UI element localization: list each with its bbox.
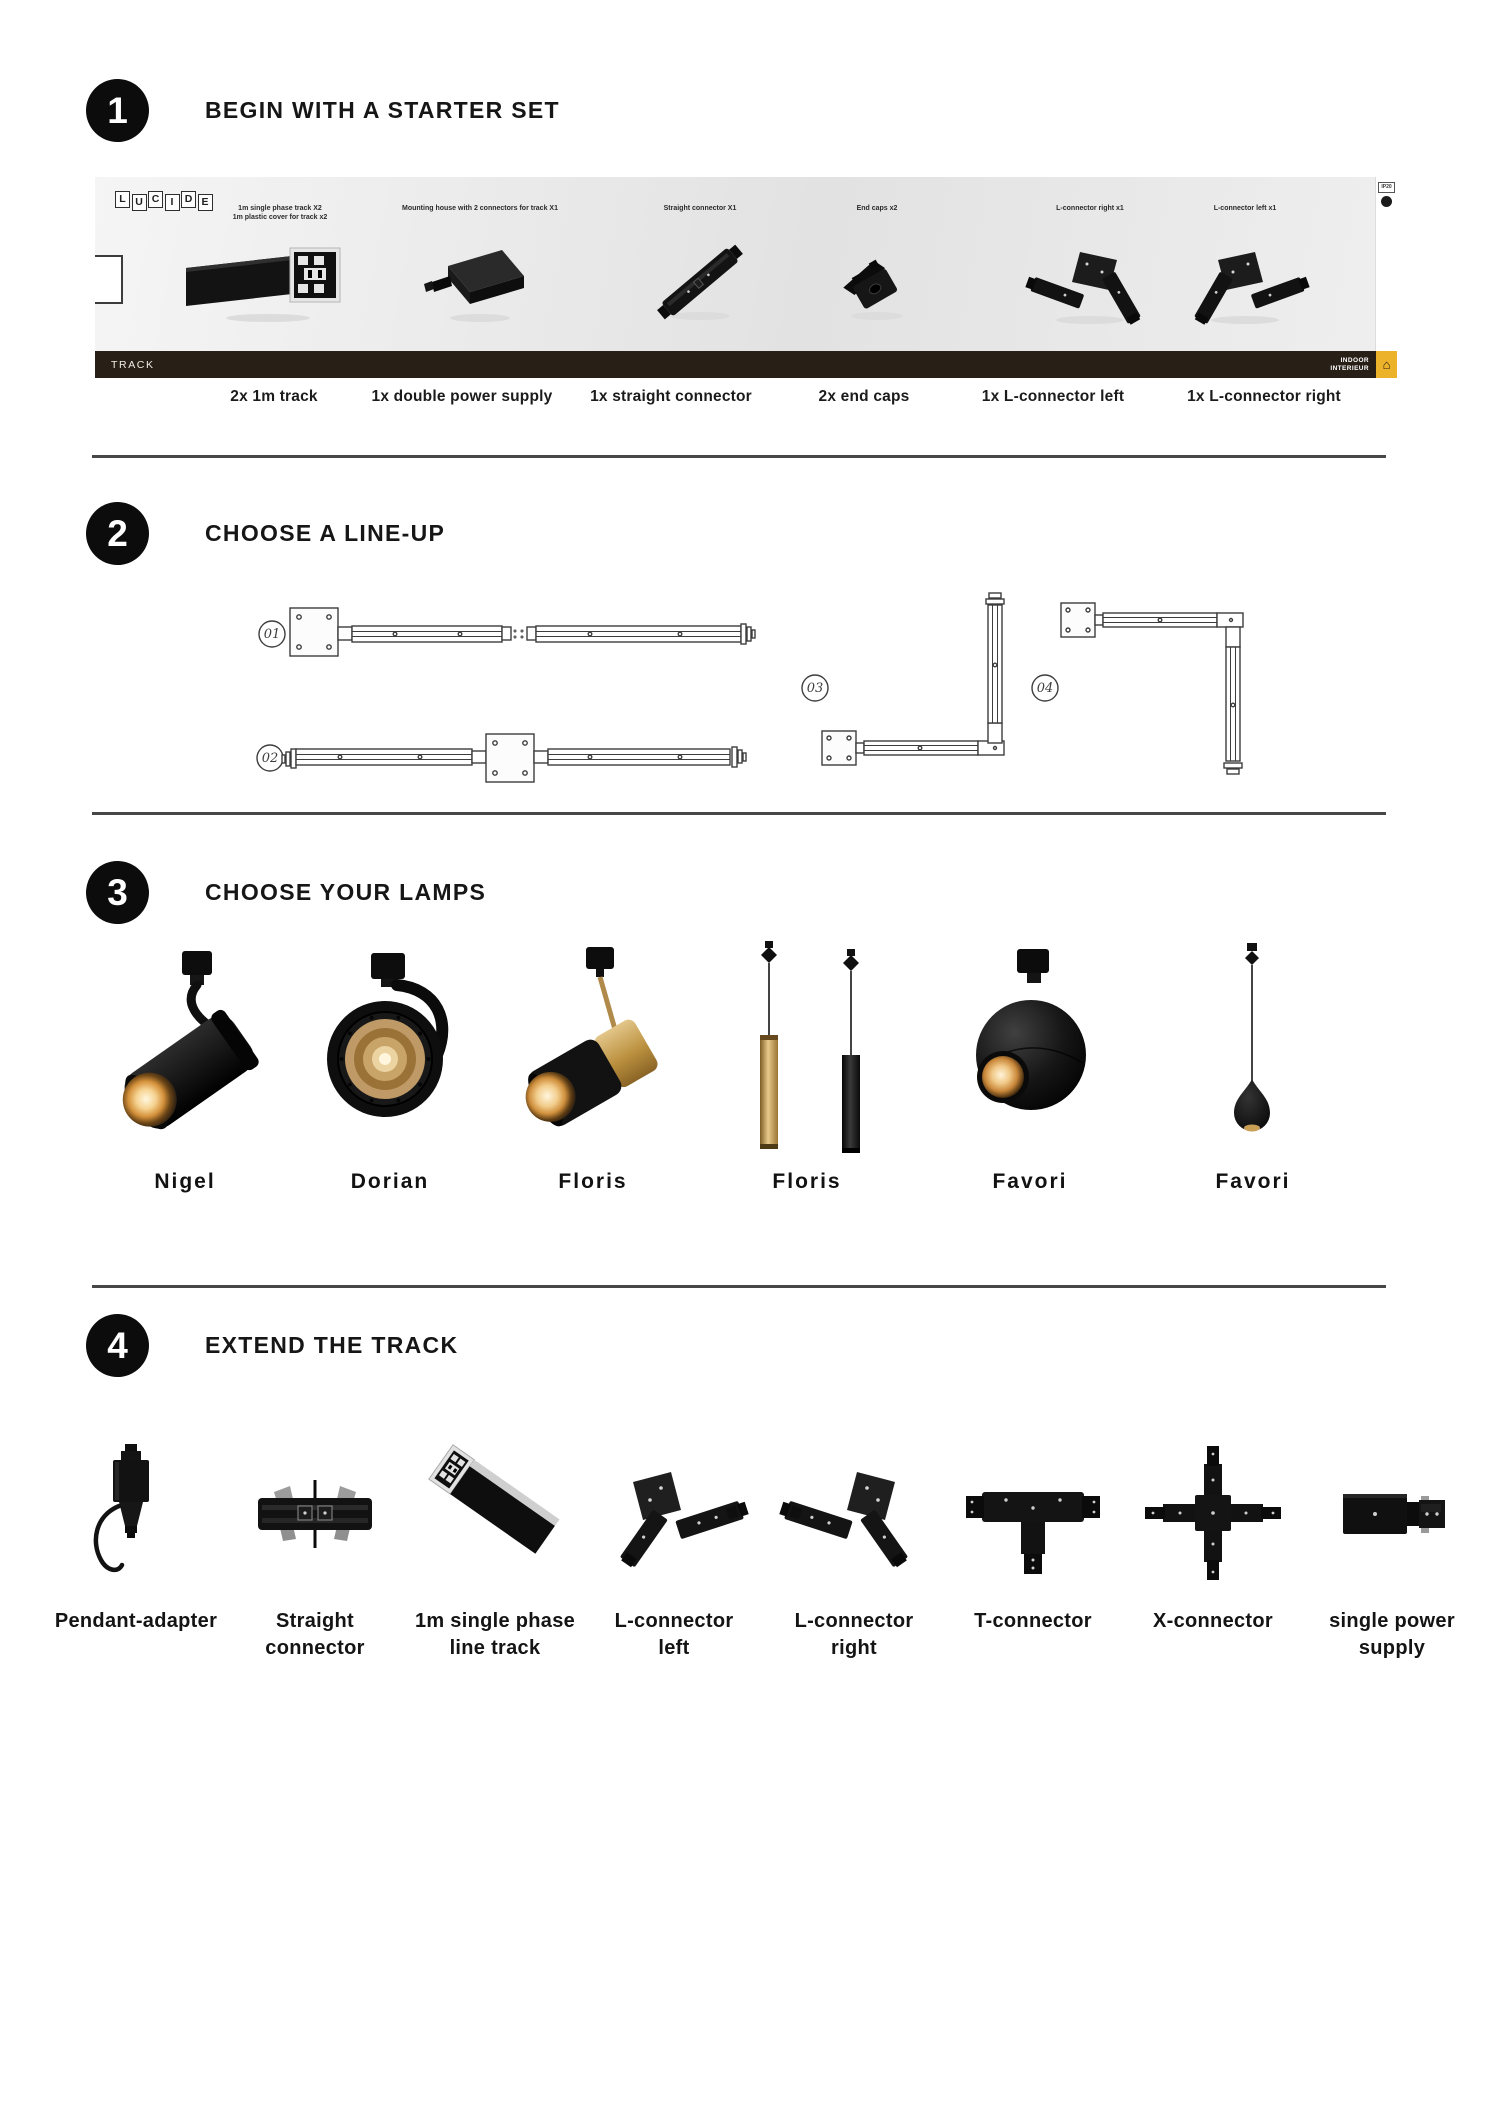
box-item-label: Mounting house with 2 connectors for track X1 — [402, 205, 558, 212]
l-connector-right-icon — [1025, 232, 1155, 327]
lamp-name: Nigel — [154, 1170, 216, 1193]
x-connector-image — [1138, 1438, 1288, 1588]
logo-letter: U — [132, 194, 147, 211]
lamp-favori-spot-image — [925, 935, 1135, 1165]
straight-connector-image — [645, 232, 755, 327]
box-side-strip — [1375, 177, 1397, 351]
box-item-label: L-connector right x1 — [1056, 205, 1124, 212]
logo-letter: D — [181, 191, 196, 208]
indoor-label: INDOOR INTERIEUR — [1330, 357, 1369, 372]
svg-text:04: 04 — [1036, 681, 1054, 696]
lamp-name: Floris — [772, 1170, 842, 1193]
logo-letter: E — [198, 194, 213, 211]
extend-item-label: Straight connector — [265, 1610, 365, 1659]
house-icon: ⌂ — [1376, 351, 1397, 378]
straight-connector-icon — [645, 232, 755, 327]
l-connector-right-icon — [779, 1438, 929, 1588]
extend-item-label: X-connector — [1153, 1610, 1273, 1632]
lineup-02 — [257, 734, 746, 782]
section-divider — [92, 1285, 1386, 1288]
lamp-favori-pendant-image — [1148, 935, 1358, 1165]
svg-text:03: 03 — [806, 681, 824, 696]
t-connector-image — [958, 1438, 1108, 1588]
class-icon — [1381, 196, 1392, 207]
l-connector-left-icon — [1180, 232, 1310, 327]
end-caps-icon — [827, 232, 927, 327]
tube-pendant-icon — [702, 935, 912, 1165]
lamp-floris-spot-image — [488, 935, 698, 1165]
svg-text:01: 01 — [263, 627, 281, 642]
starter-set-box — [95, 177, 1397, 378]
l-connector-left-large-image — [599, 1438, 749, 1588]
end-caps-image — [827, 232, 927, 327]
logo-letter: L — [115, 191, 130, 208]
brass-spotlight-icon — [488, 935, 698, 1165]
starter-caption: 2x 1m track — [230, 388, 318, 405]
step-1-title: BEGIN WITH A STARTER SET — [205, 97, 560, 123]
step-3-badge — [86, 861, 149, 924]
step-3-title: CHOOSE YOUR LAMPS — [205, 879, 487, 905]
step-4-number: 4 — [107, 1324, 128, 1366]
extend-item-label: T-connector — [974, 1610, 1092, 1632]
mounting-box-icon — [420, 232, 540, 327]
extend-item-label: Pendant-adapter — [54, 1610, 218, 1632]
starter-caption: 1x L-connector left — [981, 388, 1125, 405]
svg-text:02: 02 — [261, 751, 279, 766]
lineup-diagrams — [160, 575, 1300, 785]
box-item-label: End caps x2 — [856, 205, 898, 212]
extend-item-label: single power supply — [1329, 1610, 1455, 1659]
lineup-03 — [802, 593, 1004, 765]
step-2-number: 2 — [107, 512, 128, 554]
starter-caption: 1x double power supply — [371, 388, 553, 405]
sphere-spotlight-icon — [925, 935, 1135, 1165]
lamp-name: Favori — [1215, 1170, 1291, 1193]
ip-rating-badge: IP20 — [1378, 182, 1395, 193]
step-1-badge — [86, 79, 149, 142]
step-1-number: 1 — [107, 89, 128, 131]
lamp-nigel-image — [80, 935, 290, 1165]
l-connector-left-image — [1180, 232, 1310, 327]
lamp-dorian-image — [285, 935, 495, 1165]
starter-caption: 2x end caps — [818, 388, 910, 405]
spotlight-icon — [80, 935, 290, 1165]
logo-letter: I — [165, 194, 180, 211]
t-connector-icon — [958, 1438, 1108, 1588]
step-4-badge — [86, 1314, 149, 1377]
l-connector-right-large-image — [779, 1438, 929, 1588]
lamp-floris-pendant-image — [702, 935, 912, 1165]
mounting-box-image — [420, 232, 540, 327]
straight-connector-icon — [240, 1438, 390, 1588]
section-divider — [92, 455, 1386, 458]
box-item-label: L-connector left x1 — [1213, 205, 1277, 212]
line-track-image — [420, 1438, 570, 1588]
pendant-adapter-image — [61, 1438, 211, 1588]
section-divider — [92, 812, 1386, 815]
drop-pendant-icon — [1148, 935, 1358, 1165]
starter-caption: 1x straight connector — [590, 388, 752, 405]
box-item-label: 1m single phase track X2 1m plastic cover for track x2 — [232, 205, 328, 221]
extend-item-label: L-connector left — [614, 1610, 734, 1659]
l-connector-left-icon — [599, 1438, 749, 1588]
starter-caption: 1x L-connector right — [1187, 388, 1341, 405]
round-spotlight-icon — [285, 935, 495, 1165]
lamp-name: Favori — [992, 1170, 1068, 1193]
step-2-badge — [86, 502, 149, 565]
power-supply-image — [1317, 1438, 1467, 1588]
step-2-title: CHOOSE A LINE-UP — [205, 520, 446, 546]
lineup-04 — [1032, 603, 1243, 774]
extend-item-label: L-connector right — [794, 1610, 914, 1659]
box-bottom-bar — [95, 351, 1397, 378]
box-item-label: Straight connector X1 — [663, 205, 737, 212]
pendant-adapter-icon — [61, 1438, 211, 1588]
lamp-name: Dorian — [350, 1170, 430, 1193]
straight-connector-large-image — [240, 1438, 390, 1588]
box-edge-diagram — [95, 255, 123, 304]
logo-letter: C — [148, 191, 163, 208]
l-connector-right-image — [1025, 232, 1155, 327]
step-3-number: 3 — [107, 871, 128, 913]
track-rail-icon — [420, 1438, 570, 1588]
power-supply-icon — [1317, 1438, 1467, 1588]
track-profile-icon — [180, 232, 350, 327]
extend-item-label: 1m single phase line track — [414, 1610, 576, 1659]
track-bar-label: TRACK — [111, 359, 155, 371]
x-connector-icon — [1138, 1438, 1288, 1588]
lamp-name: Floris — [558, 1170, 628, 1193]
track-profile-image — [180, 232, 350, 327]
lineup-01 — [259, 608, 755, 656]
step-4-title: EXTEND THE TRACK — [205, 1332, 459, 1358]
